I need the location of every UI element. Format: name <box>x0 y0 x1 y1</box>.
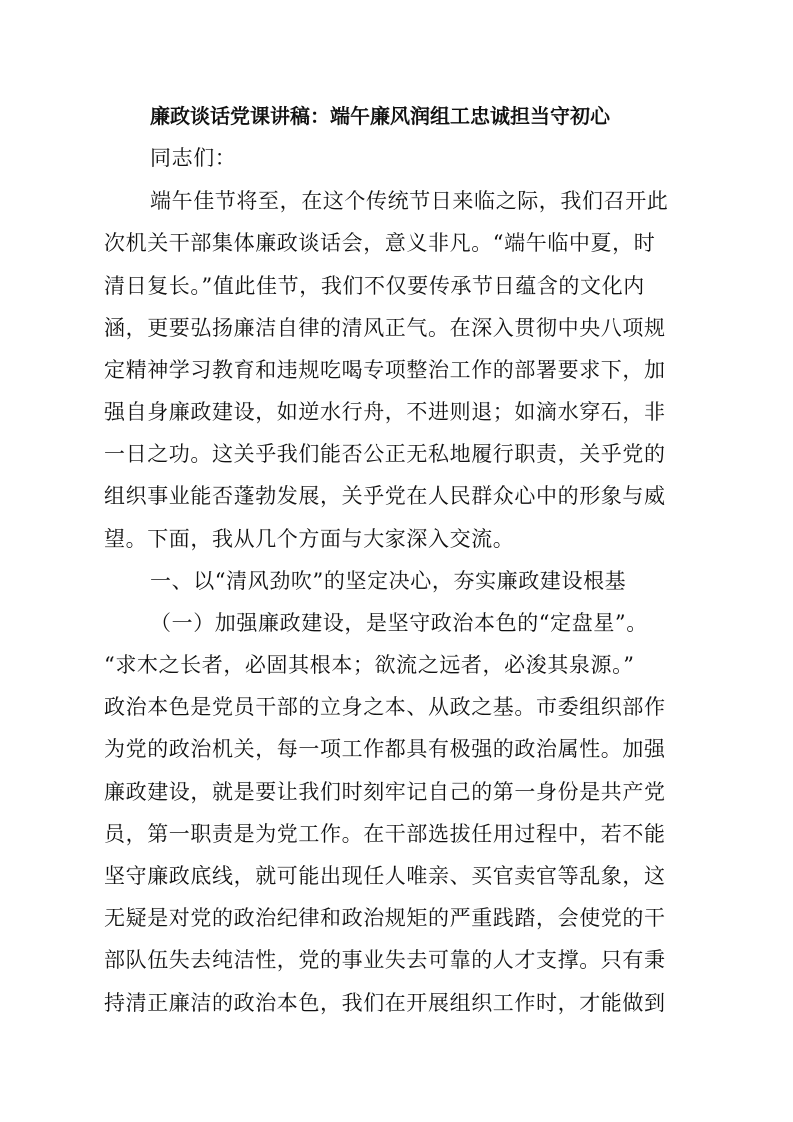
body-line: 次机关干部集体廉政谈话会，意义非凡。“端午临中夏，时 <box>104 231 656 255</box>
body-line: 定精神学习教育和违规吃喝专项整治工作的部署要求下，加 <box>104 358 666 382</box>
body-line: 廉政建设，就是要让我们时刻牢记自己的第一身份是共产党 <box>104 780 666 804</box>
body-line: 涵，更要弘扬廉洁自律的清风正气。在深入贯彻中央八项规 <box>104 316 666 340</box>
body-line: 望。下面，我从几个方面与大家深入交流。 <box>104 527 515 551</box>
body-line: 员，第一职责是为党工作。在干部选拔任用过程中，若不能 <box>104 822 666 846</box>
section-heading: 一、以“清风劲吹”的坚定决心，夯实廉政建设根基 <box>150 569 627 593</box>
body-line: 组织事业能否蓬勃发展，关乎党在人民群众心中的形象与威 <box>104 484 666 508</box>
body-line: 持清正廉洁的政治本色，我们在开展组织工作时，才能做到 <box>104 991 666 1015</box>
body-line: 清日复长。”值此佳节，我们不仅要传承节日蕴含的文化内 <box>104 274 645 298</box>
body-line: 为党的政治机关，每一项工作都具有极强的政治属性。加强 <box>104 737 666 761</box>
body-line: 部队伍失去纯洁性，党的事业失去可靠的人才支撑。只有秉 <box>104 948 666 972</box>
body-line: 无疑是对党的政治纪律和政治规矩的严重践踏，会使党的干 <box>104 906 666 930</box>
subsection-heading: （一）加强廉政建设，是坚守政治本色的“定盘星”。 <box>150 611 648 635</box>
body-line: 政治本色是党员干部的立身之本、从政之基。市委组织部作 <box>104 695 666 719</box>
body-line: 坚守廉政底线，就可能出现任人唯亲、买官卖官等乱象，这 <box>104 864 666 888</box>
body-line: 一日之功。这关乎我们能否公正无私地履行职责，关乎党的 <box>104 442 666 466</box>
body-line: 强自身廉政建设，如逆水行舟，不进则退；如滴水穿石，非 <box>104 400 666 424</box>
body-line: “求木之长者，必固其根本；欲流之远者，必浚其泉源。” <box>104 653 635 677</box>
document-title: 廉政谈话党课讲稿：端午廉风润组工忠诚担当守初心 <box>150 104 610 128</box>
greeting: 同志们： <box>150 146 237 170</box>
body-line: 端午佳节将至，在这个传统节日来临之际，我们召开此 <box>150 189 669 213</box>
